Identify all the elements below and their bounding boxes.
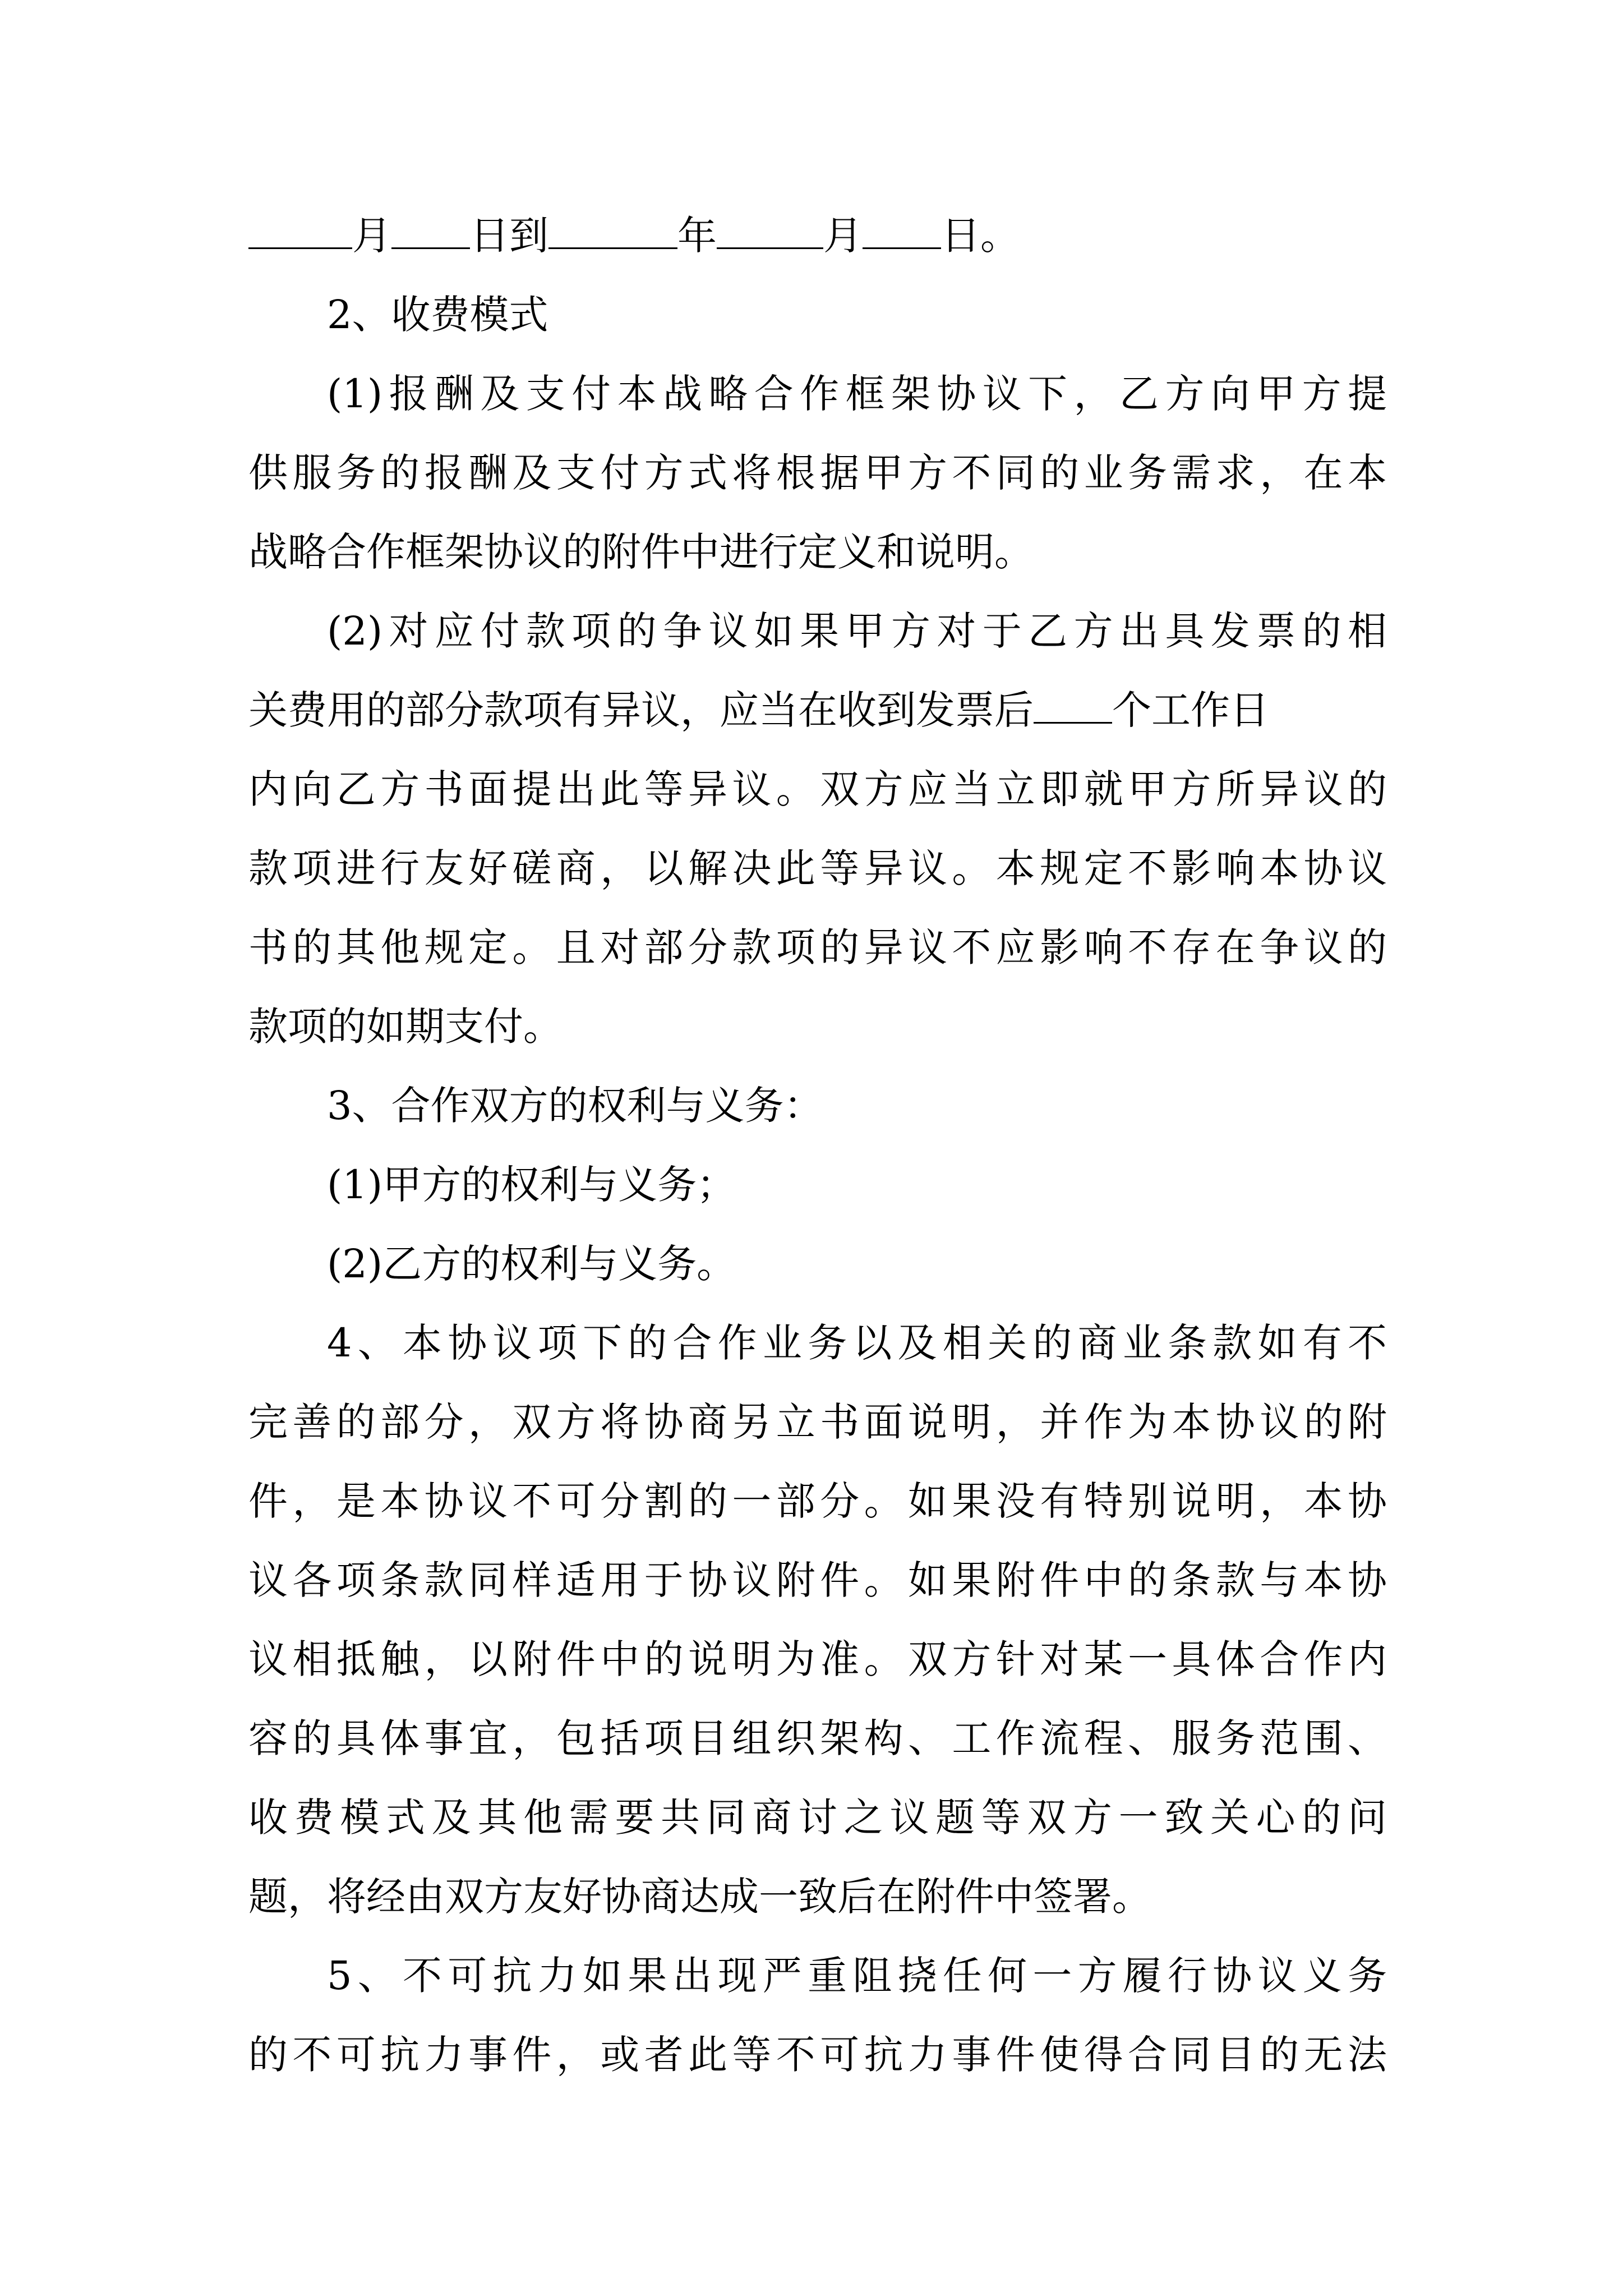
blank-field <box>863 208 941 249</box>
paragraph-line: 款项的如期支付。 <box>248 1004 562 1050</box>
text-segment: 关费用的部分款项有异议，应当在收到发票后 <box>248 687 1034 733</box>
paragraph-line: 书的其他规定。且对部分款项的异议不应影响不存在争议的 <box>248 924 1387 970</box>
paragraph-line: 议各项条款同样适用于协议附件。如果附件中的条款与本协 <box>248 1557 1387 1603</box>
text-day-end: 日。 <box>941 213 1020 259</box>
blank-field <box>391 208 470 249</box>
paragraph-line: 收费模式及其他需要共同商讨之议题等双方一致关心的问 <box>248 1795 1387 1841</box>
text-day-to: 日到 <box>470 213 548 259</box>
paragraph-line: 款项进行友好磋商，以解决此等异议。本规定不影响本协议 <box>248 845 1387 891</box>
paragraph-line: (1)报酬及支付本战略合作框架协议下，乙方向甲方提 <box>327 371 1387 417</box>
paragraph-line: 议相抵触，以附件中的说明为准。双方针对某一具体合作内 <box>248 1636 1387 1682</box>
paragraph-line: 内向乙方书面提出此等异议。双方应当立即就甲方所异议的 <box>248 766 1387 812</box>
section-heading: 2、收费模式 <box>327 292 548 338</box>
paragraph-line: 题，将经由双方友好协商达成一致后在附件中签署。 <box>248 1874 1151 1920</box>
paragraph-line: 5、不可抗力如果出现严重阻挠任何一方履行协议义务 <box>327 1953 1387 1999</box>
text-segment: 个工作日 <box>1112 687 1269 733</box>
text-month: 月 <box>352 213 391 259</box>
paragraph-line-with-blank <box>248 671 1387 750</box>
paragraph-line: 4、本协议项下的合作业务以及相关的商业条款如有不 <box>327 1320 1387 1366</box>
date-range-line <box>248 196 1387 275</box>
blank-field <box>248 208 352 249</box>
blank-field <box>717 208 823 249</box>
paragraph-line: 供服务的报酬及支付方式将根据甲方不同的业务需求，在本 <box>248 450 1387 496</box>
blank-field <box>548 208 677 249</box>
text-year: 年 <box>677 213 717 259</box>
paragraph-line: 完善的部分，双方将协商另立书面说明，并作为本协议的附 <box>248 1399 1387 1445</box>
blank-field <box>1034 683 1112 724</box>
paragraph-line: 件，是本协议不可分割的一部分。如果没有特别说明，本协 <box>248 1478 1387 1524</box>
document-body <box>248 196 1387 2095</box>
list-item: (2)乙方的权利与义务。 <box>327 1241 736 1287</box>
paragraph-line: 容的具体事宜，包括项目组织架构、工作流程、服务范围、 <box>248 1715 1387 1761</box>
paragraph-line: 的不可抗力事件，或者此等不可抗力事件使得合同目的无法 <box>248 2032 1387 2078</box>
text-month: 月 <box>823 213 863 259</box>
paragraph-line: (2)对应付款项的争议如果甲方对于乙方出具发票的相 <box>327 608 1387 654</box>
paragraph-line: 战略合作框架协议的附件中进行定义和说明。 <box>248 529 1034 575</box>
list-item: (1)甲方的权利与义务； <box>327 1162 736 1208</box>
section-heading: 3、合作双方的权利与义务： <box>327 1083 823 1129</box>
